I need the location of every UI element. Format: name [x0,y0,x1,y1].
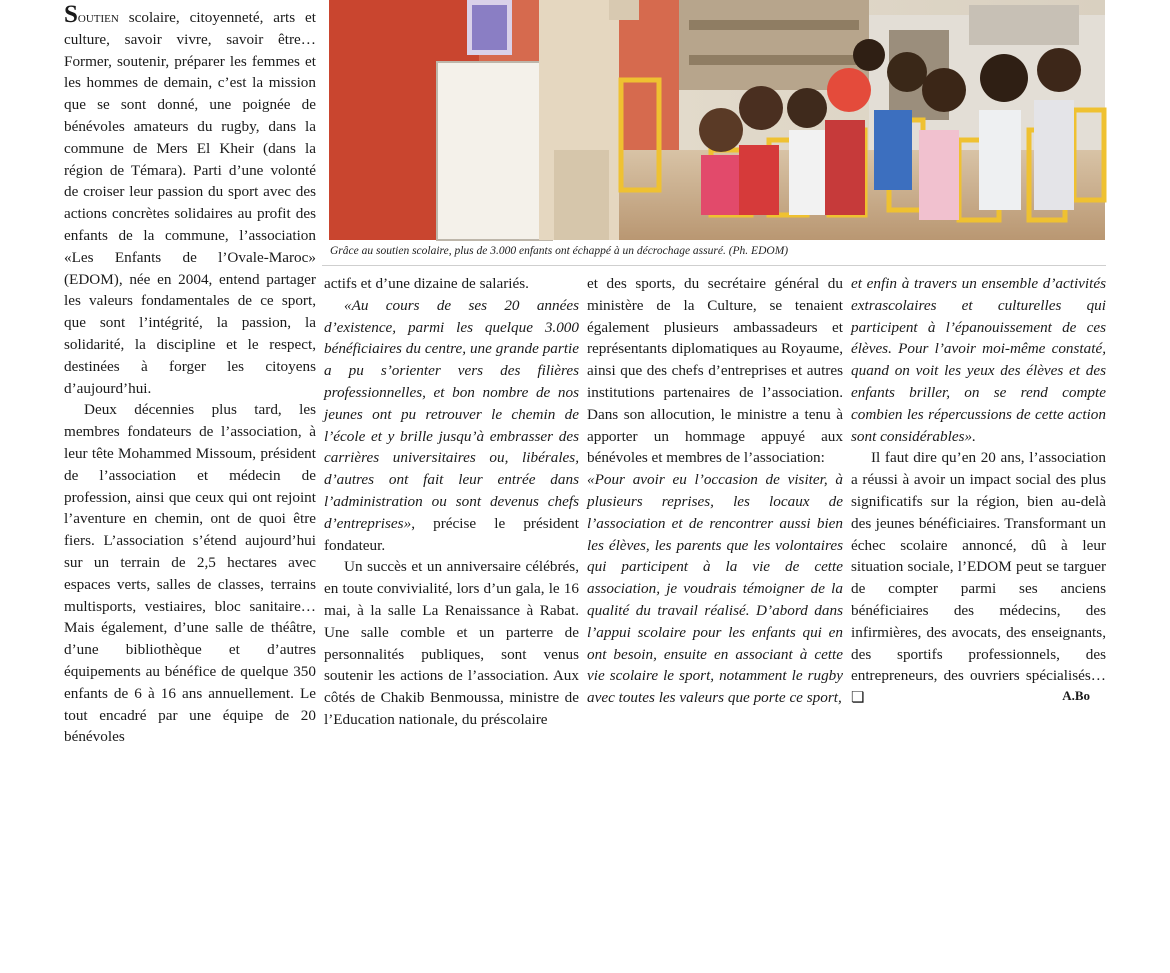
paragraph-salaries: actifs et d’une dizaine de salariés. [324,275,529,292]
author-signature: A.Bo [1062,688,1090,703]
drop-cap-letter: S [64,1,78,28]
quote-attribution: , précise le président fondateur. [324,514,579,554]
paragraph-impact-text: Il faut dire qu’en 20 ans, l’association a réussi à avoir un impact social des plus significatifs sur la région, bien au-delà des jeunes bénéficiaires. Transformant un échec scolaire annoncé, dû à leur situation sociale, l’EDOM peut se targuer de compter parmi ses anciens bénéficiaires des médecins, des infirmières, des avocats, des enseignants, des sportifs professionnels, des entrepreneurs, des ouvriers spécialisés… [851,449,1106,685]
paragraph-intro [64,1,316,399]
end-mark-icon: ❏ [851,689,865,707]
paragraph-impact [851,447,1106,709]
quote-president: «Au cours de ses 20 années d’existence, parmi les quelque 3.000 bénéficiaires du centre, une grande partie a pu s’orienter vers des filières professionnelles, et bon nombre de nos jeunes ont pu retrouver le chemin de l’école et y brille jusqu’à embrasser des carrières universitaires ou, libérales, d’autres ont fait leur entrée dans l’administration ou sont devenus chefs d’entreprises» [324,296,579,532]
article-photo [329,0,1105,240]
caption-divider [322,265,1106,266]
paragraph-gala: Un succès et un anniversaire célébrés, en toute convivialité, lors d’un gala, le 16 mai, à la salle La Renaissance à Rabat. Une salle comble et un parterre de personnalités publiques, sont venus soutenir les actions de l’association. Aux côtés de Chakib Benmoussa, ministre de l’Education nationale, du préscolaire [324,558,579,728]
article-column-3 [587,273,843,973]
quote-minister-continued: et enfin à travers un ensemble d’activités extrascolaires et culturelles qui participent à l’épanouissement de ces élèves. Pour l’avoir moi-même constaté, quand on voit les yeux des élèves et des enfants briller, on se rend compte combien les répercussions de cette action sont considérables». [851,275,1106,445]
paragraph-two-decades: Deux décennies plus tard, les membres fondateurs de l’association, à leur tête Mohammed Missoum, président de l’association et médecin de profession, ainsi que ceux qui ont rejoint l’aventure en chemin, ont de quoi être fiers. L’association s’étend aujourd’hui sur un terrain de 2,5 hectares avec espaces verts, salles de classes, terrains multisports, vestiaires, bloc sanitaire… Mais également, d’une salle de théâtre, d’une bibliothèque et d’autres équipements au bénéfice de quelque 350 enfants de 6 à 16 ans annuellement. Le tout encadré par une équipe de 20 bénévoles [64,401,316,746]
small-caps-lead: outien [77,9,119,26]
paragraph-quote-president [324,295,579,557]
article-column-2 [324,273,579,973]
quote-minister: «Pour avoir eu l’occasion de visiter, à plusieurs reprises, les locaux de l’association et de rencontrer aussi bien les élèves, les parents que les volontaires qui participent à la vie de cette association, je voudrais témoigner de la qualité du travail réalisé. D’abord dans l’appui scolaire pour les enfants qui en ont besoin, ensuite en associant à cette vie scolaire le sport, notamment le rugby avec toutes les valeurs que porte ce sport, [587,471,843,707]
paragraph-guests: et des sports, du secrétaire général du ministère de la Culture, se tenaient également plusieurs ambassadeurs et représentants diplomatiques au Royaume, ainsi que des chefs d’entreprises et autres institutions partenaires de l’association. Dans son allocution, le ministre a tenu à apporter un hommage appuyé aux bénévoles et membres de l’association: [587,275,843,467]
classroom-photo-illustration [329,0,1105,240]
article-column-4 [851,273,1106,973]
paragraph-intro-text: scolaire, citoyenneté, arts et culture, savoir vivre, savoir être… Former, soutenir, préparer les femmes et les hommes de demain, c’est la mission que se sont donné, une poignée de bénévoles amateurs du rugby, dans la commune de Mers El Kheir (dans la région de Témara). Parti d’une volonté de croiser leur passion du sport avec des actions concrètes solidaires au profit des enfants de la commune, l’association «Les Enfants de l’Ovale-Maroc» (EDOM), née en 2004, entend partager les valeurs fondamentales de ce sport, que sont l’intégrité, la passion, la solidarité, la discipline et le respect, destinées à forger les citoyens d’aujourd’hui. [64,9,316,397]
photo-caption: Grâce au soutien scolaire, plus de 3.000 enfants ont échappé à un décrochage assuré. (Ph. EDOM) [330,245,789,257]
article-column-1 [64,1,316,746]
